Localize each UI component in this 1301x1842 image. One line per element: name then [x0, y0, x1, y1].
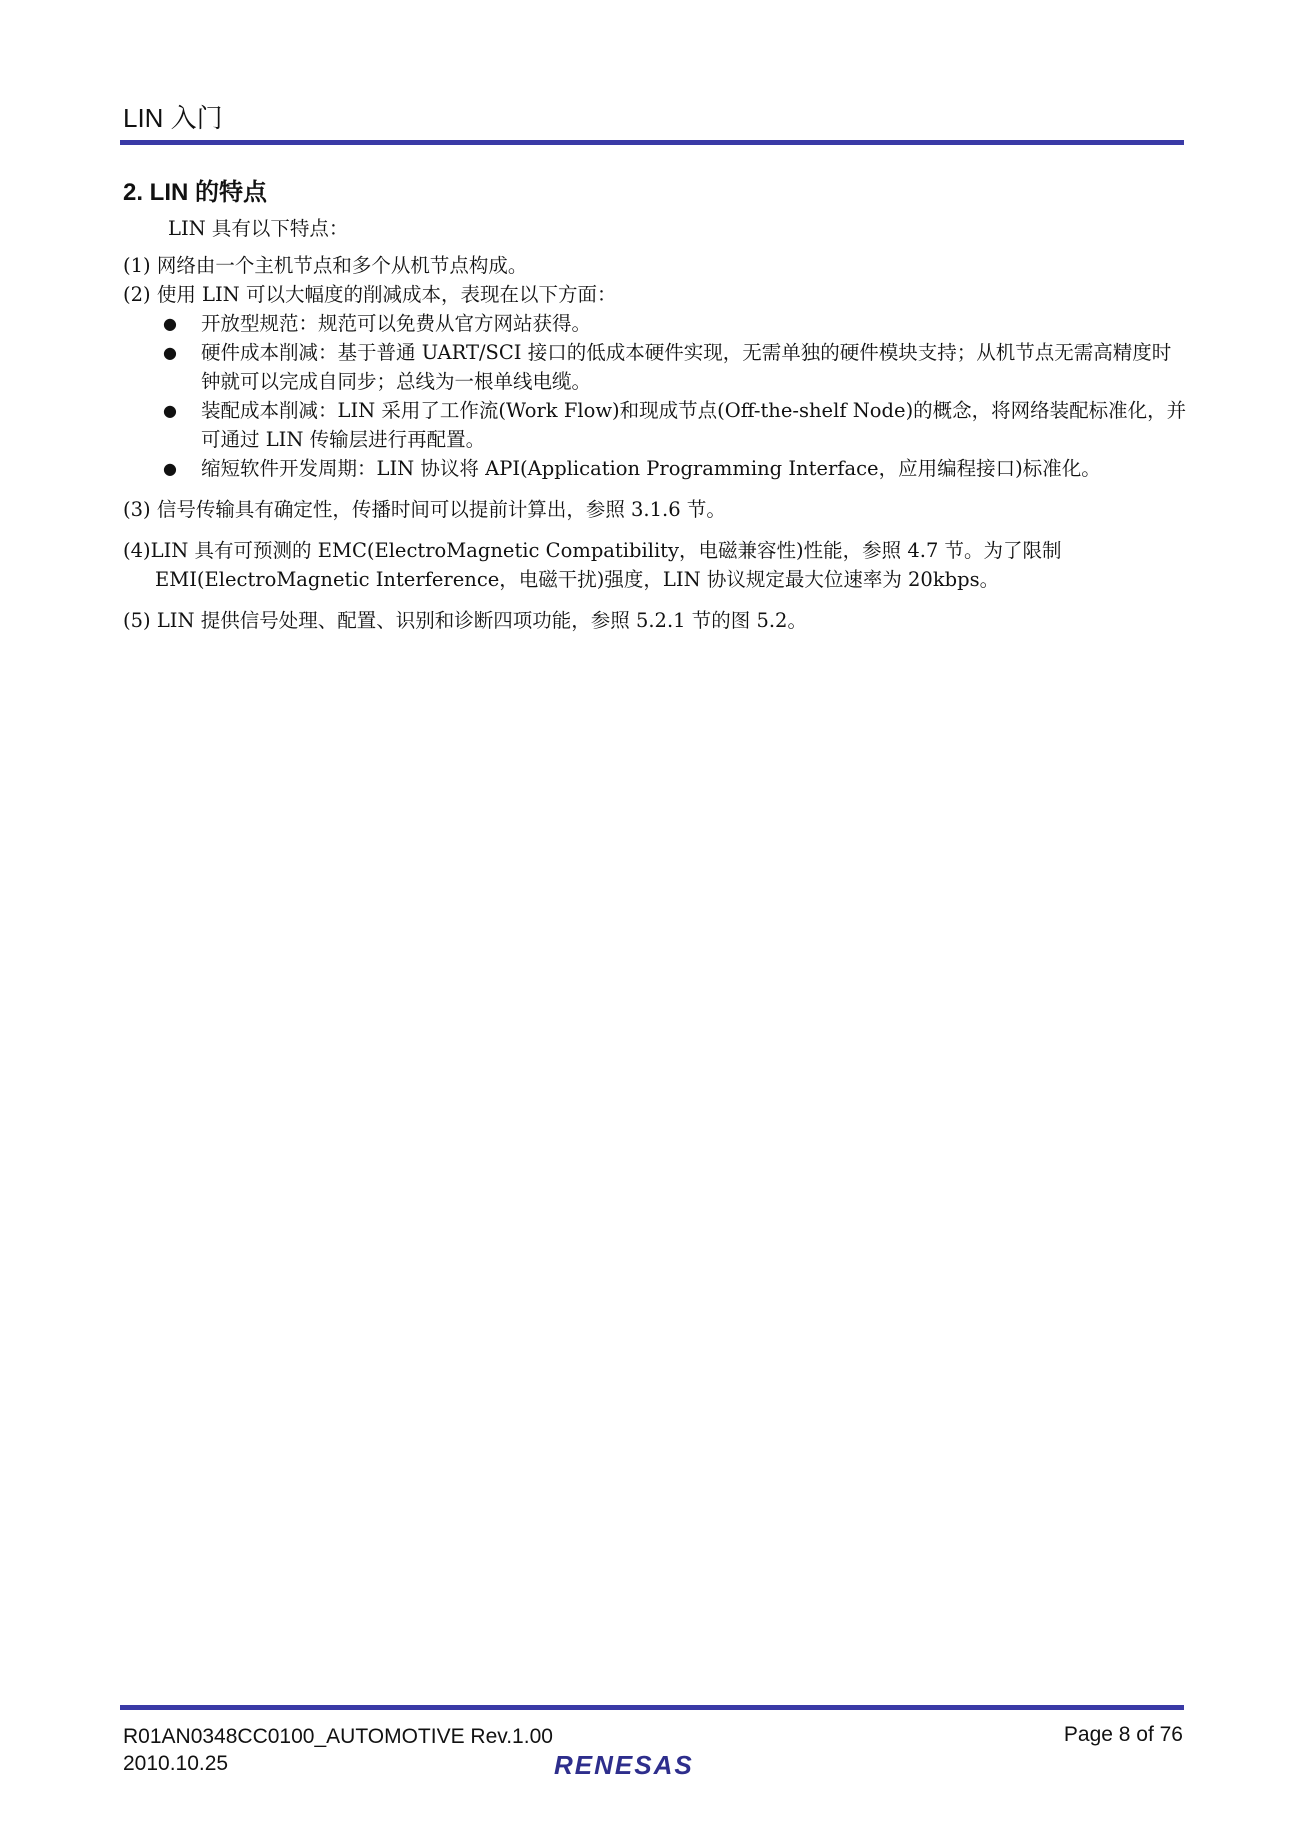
list-item-2: [123, 280, 1188, 309]
bullet-item: [163, 309, 1188, 338]
item-text: 网络由一个主机节点和多个从机节点构成。: [156, 254, 528, 277]
cost-bullets: [123, 309, 1188, 483]
bullet-text: 装配成本削减：LIN 采用了工作流(Work Flow)和现成节点(Off-the-shelf Node)的概念，将网络装配标准化，并可通过 LIN 传输层进行再配置。: [201, 399, 1187, 451]
bullet-text: 开放型规范：规范可以免费从官方网站获得。: [201, 312, 592, 335]
header-title: LIN 入门: [123, 103, 223, 133]
bullet-icon: ●: [163, 314, 177, 333]
item-number: (4): [123, 539, 151, 562]
item-text: LIN 具有可预测的 EMC(ElectroMagnetic Compatibility，电磁兼容性)性能，参照 4.7 节。为了限制: [150, 539, 1062, 562]
footer-rule: [120, 1705, 1184, 1710]
section-title: 2. LIN 的特点: [123, 179, 268, 206]
bullet-icon: ●: [163, 459, 177, 478]
intro-text: LIN 具有以下特点：: [168, 217, 349, 240]
page-number: Page 8 of 76: [1063, 1723, 1183, 1746]
item-number: (1): [123, 254, 157, 277]
bullet-item: [163, 396, 1188, 454]
bullet-text: 缩短软件开发周期：LIN 协议将 API(Application Programming Interface，应用编程接口)标准化。: [201, 457, 1101, 480]
bullet-icon: ●: [163, 401, 177, 420]
item-text-continued: EMI(ElectroMagnetic Interference，电磁干扰)强度，LIN 协议规定最大位速率为 20kbps。: [155, 568, 1000, 591]
bullet-text: 硬件成本削减：基于普通 UART/SCI 接口的低成本硬件实现，无需单独的硬件模块支持；从机节点无需高精度时钟就可以完成自同步；总线为一根单线电缆。: [201, 341, 1172, 393]
item-text: 使用 LIN 可以大幅度的削减成本，表现在以下方面：: [156, 283, 617, 306]
svg-text:RENESAS: RENESAS: [554, 1750, 694, 1780]
bullet-icon: ●: [163, 343, 177, 362]
bullet-item: [163, 338, 1188, 396]
list-item-4: [123, 536, 1188, 594]
document-date: 2010.10.25: [123, 1752, 229, 1775]
header-rule: [120, 140, 1184, 145]
bullet-item: [163, 454, 1188, 483]
renesas-logo: [552, 1748, 712, 1786]
list-item-1: [123, 251, 1188, 280]
list-item-3: [123, 495, 1188, 524]
item-number: (2): [123, 283, 157, 306]
item-number: (5): [123, 609, 157, 632]
footer-left: [123, 1723, 553, 1777]
list-item-5: [123, 606, 1188, 635]
item-number: (3): [123, 498, 157, 521]
item-text: LIN 提供信号处理、配置、识别和诊断四项功能，参照 5.2.1 节的图 5.2。: [156, 609, 807, 632]
document-id: R01AN0348CC0100_AUTOMOTIVE Rev.1.00: [123, 1725, 553, 1748]
item-text: 信号传输具有确定性，传播时间可以提前计算出，参照 3.1.6 节。: [156, 498, 726, 521]
body-content: [123, 214, 1188, 635]
